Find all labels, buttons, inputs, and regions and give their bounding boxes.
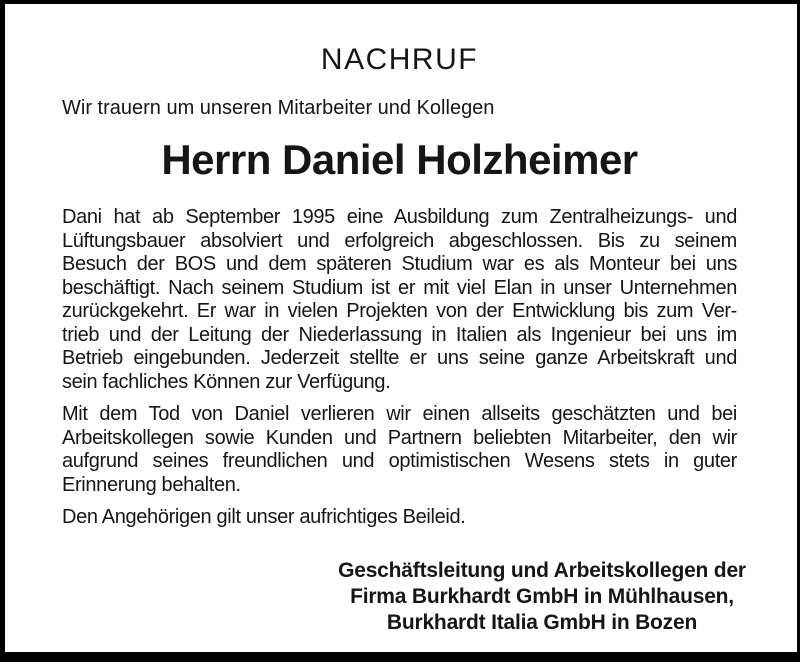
body-line: Mit dem Tod von Daniel verlieren wir einen allseits geschätzten und bei xyxy=(62,403,737,425)
signature-block xyxy=(322,558,762,636)
body-line: sein fachliches Können zur Verfügung. xyxy=(62,370,391,393)
signature-line: Burkhardt Italia GmbH in Bozen xyxy=(386,610,698,634)
signature-line: Firma Burkhardt GmbH in Mühlhausen, xyxy=(350,584,734,608)
body-line: zurückgekehrt. Er war in vielen Projekten von der Entwicklung bis zum Ver- xyxy=(62,300,737,322)
body-paragraph-2 xyxy=(62,403,737,497)
body-line: trieb und der Leitung der Niederlassung in Italien als Ingenieur bei uns im xyxy=(62,323,737,346)
body-line: Den Angehörigen gilt unser aufrichtiges Beileid. xyxy=(62,506,466,528)
deceased-name: Herrn Daniel Holzheimer xyxy=(161,136,638,183)
obituary-sheet xyxy=(5,4,797,652)
body-line: Arbeitskollegen sowie Kunden und Partnern beliebten Mitarbeiter, den wir xyxy=(62,426,737,449)
body-line: aufgrund seines freundlichen und optimistischen Wesens stets in guter xyxy=(62,450,737,472)
body-line: Dani hat ab September 1995 eine Ausbildung zum Zentralheizungs- und xyxy=(62,206,737,228)
obituary-heading: NACHRUF xyxy=(320,43,479,76)
body-paragraph-3 xyxy=(62,506,737,530)
intro-line: Wir trauern um unseren Mitarbeiter und Kollegen xyxy=(62,97,495,119)
signature-line: Geschäftsleitung und Arbeitskollegen der xyxy=(338,558,746,582)
body-line: Betrieb eingebunden. Jederzeit stellte er uns seine ganze Arbeitskraft und xyxy=(62,347,737,369)
obituary-content xyxy=(5,42,797,636)
body-line: Besuch der BOS und dem späteren Studium war es als Monteur bei uns xyxy=(62,253,737,275)
body-line: Lüftungsbauer absolviert und erfolgreich abgeschlossen. Bis zu seinem xyxy=(62,229,737,252)
body-line: beschäftigt. Nach seinem Studium ist er mit viel Elan in unser Unternehmen xyxy=(62,276,737,299)
body-paragraph-1 xyxy=(62,206,737,394)
body-line: Erinnerung behalten. xyxy=(62,473,241,496)
